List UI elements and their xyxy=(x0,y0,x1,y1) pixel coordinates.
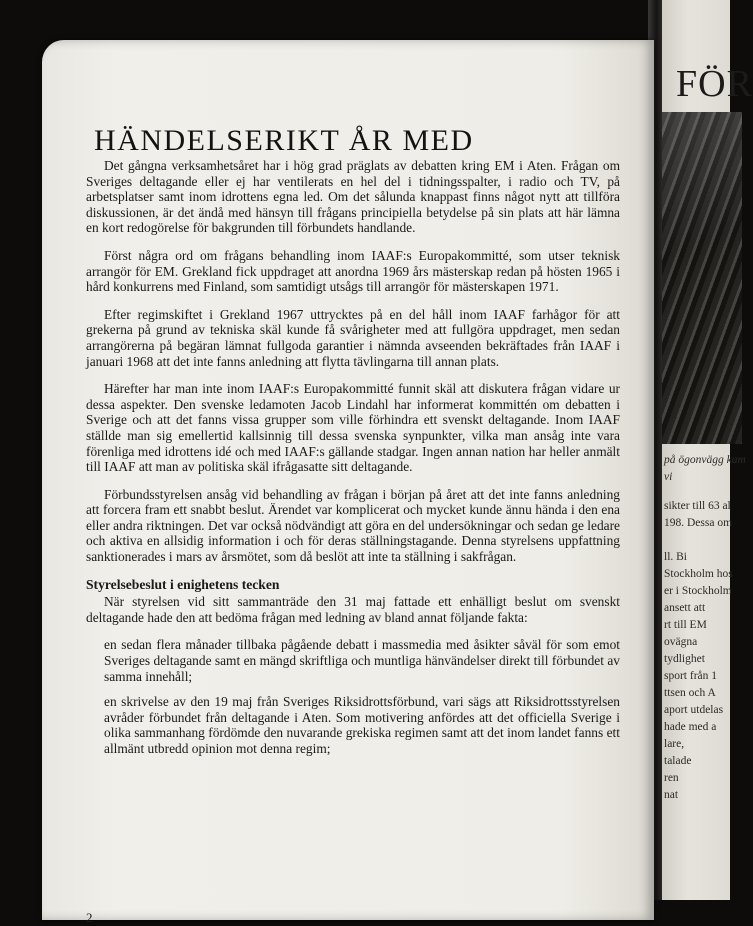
facing-text-line: rt till EM xyxy=(664,619,707,631)
facing-page-title: FÖR xyxy=(676,63,753,105)
facing-text-line: ovägna xyxy=(664,636,698,648)
fact-item: en sedan flera månader tillbaka pågående debatt i massmedia med åsikter såväl för som emot Sveriges deltagande samt en mängd skriftliga och muntliga hänvändelser direkt till förbundet av samma innehåll; xyxy=(104,637,620,684)
facing-page-photo xyxy=(662,112,742,444)
facing-caption-line: vi xyxy=(664,471,673,483)
facing-text-line xyxy=(664,532,734,549)
paragraph: Härefter har man inte inom IAAF:s Europakommitté funnit skäl att diskutera frågan vidare ur dessa aspekter. Den svenske ledamoten Jacob Lindahl har informerat kommittén om debatten i Sverige och att det fanns vissa grupper som ville förhindra ett svenskt deltagande. Inom IAAF ställde man sig emellertid kallsinnig till dessa svenska synpunkter, vilka man ansåg inte vara förenliga med idrottens idé och med IAAF:s gällande stadgar. Ingen annan nation har heller anmält till IAAF att man av politiska skäl ifrågasatte sitt deltagande. xyxy=(86,381,620,475)
facing-page xyxy=(660,0,753,900)
facing-text-line: tydlighet xyxy=(664,653,705,665)
paragraph: Först några ord om frågans behandling inom IAAF:s Europakommitté, som utser teknisk arrangör för EM. Grekland fick uppdraget att anordna 1969 års mästerskap redan på hösten 1965 i hård konkurrens med Finland, som samtidigt utsågs till arrangör för mästerskapen 1971. xyxy=(86,247,620,295)
fact-list xyxy=(104,637,620,756)
page-heading: HÄNDELSERIKT ÅR MED xyxy=(94,124,474,158)
facing-text-line: 198. Dessa om xyxy=(664,517,733,529)
facing-text-line: sport från 1 xyxy=(664,670,718,682)
document-page xyxy=(42,40,654,925)
facing-text-line: ren xyxy=(664,772,679,784)
facing-text-line: talade xyxy=(664,755,692,767)
facing-text-line: ttsen och A xyxy=(664,687,716,699)
facing-page-text xyxy=(664,452,746,804)
facing-text-line: aport utdelas xyxy=(664,704,724,716)
facing-text-line: sikter till 63 al xyxy=(664,500,731,512)
facing-text-line: hade med a xyxy=(664,721,717,733)
facing-text-line: ll. Bi xyxy=(664,551,688,563)
facing-text-line: Stockholm hos xyxy=(664,568,733,580)
article-body xyxy=(86,158,620,767)
page-number: 2 xyxy=(86,910,93,925)
section-subheading: Styrelsebeslut i enighetens tecken xyxy=(86,576,280,592)
paragraph: Det gångna verksamhetsåret har i hög grad präglats av debatten kring EM i Aten. Frågan om Sveriges deltagande eller ej har ventilerats en hel del i tidningsspalter, i radio och TV, på arbetsplatser samt inom idrottens egna led. Om det sålunda knappast finns något nytt att tillföra diskussionen, är det ändå med hänsyn till frågans principiella betydelse på sin plats att här lämna en kort redogörelse för bakgrunden till förbundets handlande. xyxy=(86,158,620,236)
paragraph: Efter regimskiftet i Grekland 1967 uttrycktes på en del håll inom IAAF farhågor för att grekerna på grund av tekniska skäl kunde få svårigheter med att fullgöra uppdraget, men sedan arrangörerna på begäran lämnat fullgoda garantier i nämnda avseenden bekräftades från IAAF i januari 1968 att det inte fanns anledning att flytta tävlingarna till annan plats. xyxy=(86,306,620,369)
paragraph: Förbundsstyrelsen ansåg vid behandling av frågan i början på året att det inte fanns anledning att forcera fram ett snabbt beslut. Ärendet var komplicerat och mycket kunde ännu hända i den ena eller andra riktningen. Det var också nödvändigt att göra en del undersökningar och sedan ge ledare och aktiva en allsidig information i och för deras ställningstagande. Denna styrelsens uppfattning sanktionerades i mars av årsmötet, som då beslöt att inte ta ställning i sakfrågan. xyxy=(86,486,620,565)
facing-text-line: nat xyxy=(664,789,679,801)
facing-text-line: lare, xyxy=(664,738,685,750)
facing-text-line: er i Stockholm xyxy=(664,585,732,597)
facing-caption-line: på ögonvägg kam xyxy=(664,454,746,466)
fact-item: en skrivelse av den 19 maj från Sveriges Riksidrottsförbund, vari sägs att Riksidrottsstyrelsen avråder förbundet från deltagande i Aten. Som motivering anfördes att det officiella Sverige i olika sammanhang fördömde den nuvarande grekiska regimen samt att det inom landet fanns ett allmänt utbredd opinion mot denna regim; xyxy=(104,694,620,756)
paragraph: När styrelsen vid sitt sammanträde den 31 maj fattade ett enhälligt beslut om svenskt deltagande hade den att bedöma frågan med ledning av bland annat följande fakta: xyxy=(86,594,620,625)
facing-text-line: ansett att xyxy=(664,602,706,614)
